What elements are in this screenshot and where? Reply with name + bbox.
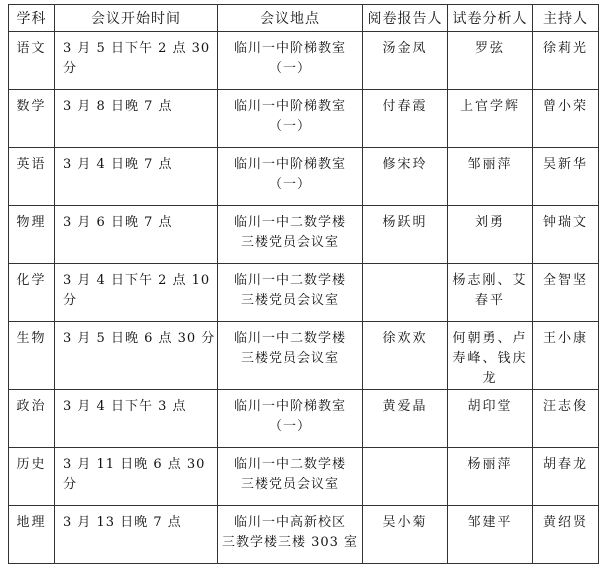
location-line: 三楼党员会议室 xyxy=(240,293,339,308)
cell-host: 黄绍贤 xyxy=(533,506,599,564)
table-row xyxy=(9,506,599,564)
cell-location xyxy=(218,148,363,206)
cell-paper-analyst xyxy=(448,32,533,90)
cell-start-time: 3 月 4 日下午 3 点 xyxy=(55,390,218,448)
cell-grading-reporter xyxy=(363,448,448,506)
cell-grading-reporter xyxy=(363,390,448,448)
cell-paper-analyst xyxy=(448,448,533,506)
cell-grading-reporter xyxy=(363,322,448,390)
cell-location xyxy=(218,506,363,564)
cell-grading-reporter xyxy=(363,264,448,322)
location-line: 临川一中阶梯教室 xyxy=(233,41,346,56)
location-line: 三教学楼三楼 303 室 xyxy=(221,535,359,550)
cell-location xyxy=(218,448,363,506)
reporter-line: 吴小菊 xyxy=(382,515,428,530)
cell-host: 徐莉光 xyxy=(533,32,599,90)
analyst-line: 杨丽萍 xyxy=(467,457,513,472)
table-row xyxy=(9,90,599,148)
cell-location xyxy=(218,264,363,322)
cell-host: 王小康 xyxy=(533,322,599,390)
location-line: 临川一中二数学楼 xyxy=(233,457,346,472)
location-line: 临川一中阶梯教室 xyxy=(233,99,346,114)
cell-start-time: 3 月 8 日晚 7 点 xyxy=(55,90,218,148)
table-body xyxy=(9,32,599,564)
header-grading-reporter: 阅卷报告人 xyxy=(363,5,448,32)
header-location: 会议地点 xyxy=(218,5,363,32)
location-line: （一） xyxy=(268,177,311,192)
location-line: 临川一中高新校区 xyxy=(233,515,346,530)
table-row xyxy=(9,264,599,322)
table-row xyxy=(9,206,599,264)
reporter-line: 徐欢欢 xyxy=(382,331,428,346)
location-line: （一） xyxy=(268,419,311,434)
location-line: 临川一中二数学楼 xyxy=(233,215,346,230)
analyst-line: 春平 xyxy=(474,293,505,308)
cell-start-time: 3 月 4 日晚 7 点 xyxy=(55,148,218,206)
analyst-line: 龙 xyxy=(482,371,498,386)
reporter-line: 修宋玲 xyxy=(382,157,428,172)
cell-host: 汪志俊 xyxy=(533,390,599,448)
table-row xyxy=(9,32,599,90)
cell-start-time: 3 月 5 日下午 2 点 30 分 xyxy=(55,32,218,90)
analyst-line: 寿峰、钱庆 xyxy=(452,351,528,366)
cell-subject: 物理 xyxy=(9,206,55,264)
cell-location xyxy=(218,390,363,448)
analyst-line: 罗弦 xyxy=(474,41,505,56)
cell-grading-reporter xyxy=(363,506,448,564)
cell-subject: 地理 xyxy=(9,506,55,564)
table-row xyxy=(9,148,599,206)
cell-grading-reporter xyxy=(363,90,448,148)
header-row xyxy=(9,5,599,32)
analyst-line: 胡印堂 xyxy=(467,399,513,414)
cell-subject: 语文 xyxy=(9,32,55,90)
cell-subject: 历史 xyxy=(9,448,55,506)
cell-start-time: 3 月 6 日晚 7 点 xyxy=(55,206,218,264)
cell-paper-analyst xyxy=(448,90,533,148)
cell-subject: 生物 xyxy=(9,322,55,390)
reporter-line: 杨跃明 xyxy=(382,215,428,230)
cell-paper-analyst xyxy=(448,148,533,206)
cell-location xyxy=(218,90,363,148)
location-line: 三楼党员会议室 xyxy=(240,477,339,492)
cell-paper-analyst xyxy=(448,506,533,564)
cell-grading-reporter xyxy=(363,32,448,90)
cell-subject: 政治 xyxy=(9,390,55,448)
location-line: （一） xyxy=(268,61,311,76)
table-row xyxy=(9,448,599,506)
header-paper-analyst: 试卷分析人 xyxy=(448,5,533,32)
cell-location xyxy=(218,322,363,390)
cell-location xyxy=(218,32,363,90)
cell-grading-reporter xyxy=(363,206,448,264)
header-start-time: 会议开始时间 xyxy=(55,5,218,32)
cell-start-time: 3 月 5 日晚 6 点 30 分 xyxy=(55,322,218,390)
table-row xyxy=(9,390,599,448)
cell-location xyxy=(218,206,363,264)
analyst-line: 邹建平 xyxy=(467,515,513,530)
cell-host: 曾小荣 xyxy=(533,90,599,148)
location-line: （一） xyxy=(268,119,311,134)
cell-host: 钟瑞文 xyxy=(533,206,599,264)
location-line: 临川一中阶梯教室 xyxy=(233,399,346,414)
table-row xyxy=(9,322,599,390)
location-line: 临川一中二数学楼 xyxy=(233,273,346,288)
cell-host: 胡春龙 xyxy=(533,448,599,506)
location-line: 临川一中二数学楼 xyxy=(233,331,346,346)
cell-paper-analyst xyxy=(448,322,533,390)
cell-start-time: 3 月 4 日下午 2 点 10 分 xyxy=(55,264,218,322)
header-host: 主持人 xyxy=(533,5,599,32)
analyst-line: 邹丽萍 xyxy=(467,157,513,172)
cell-grading-reporter xyxy=(363,148,448,206)
location-line: 临川一中阶梯教室 xyxy=(233,157,346,172)
location-line: 三楼党员会议室 xyxy=(240,351,339,366)
cell-paper-analyst xyxy=(448,390,533,448)
analyst-line: 刘勇 xyxy=(474,215,505,230)
cell-subject: 数学 xyxy=(9,90,55,148)
analyst-line: 上官学辉 xyxy=(459,99,520,114)
schedule-table xyxy=(8,4,599,564)
location-line: 三楼党员会议室 xyxy=(240,235,339,250)
analyst-line: 杨志刚、艾 xyxy=(452,273,528,288)
reporter-line: 黄爱晶 xyxy=(382,399,428,414)
cell-host: 吴新华 xyxy=(533,148,599,206)
reporter-line: 汤金凤 xyxy=(382,41,428,56)
analyst-line: 何朝勇、卢 xyxy=(452,331,528,346)
reporter-line: 付春霞 xyxy=(382,99,428,114)
cell-host: 全智坚 xyxy=(533,264,599,322)
cell-start-time: 3 月 11 日晚 6 点 30 分 xyxy=(55,448,218,506)
cell-paper-analyst xyxy=(448,264,533,322)
cell-subject: 化学 xyxy=(9,264,55,322)
cell-start-time: 3 月 13 日晚 7 点 xyxy=(55,506,218,564)
header-subject: 学科 xyxy=(9,5,55,32)
cell-subject: 英语 xyxy=(9,148,55,206)
cell-paper-analyst xyxy=(448,206,533,264)
